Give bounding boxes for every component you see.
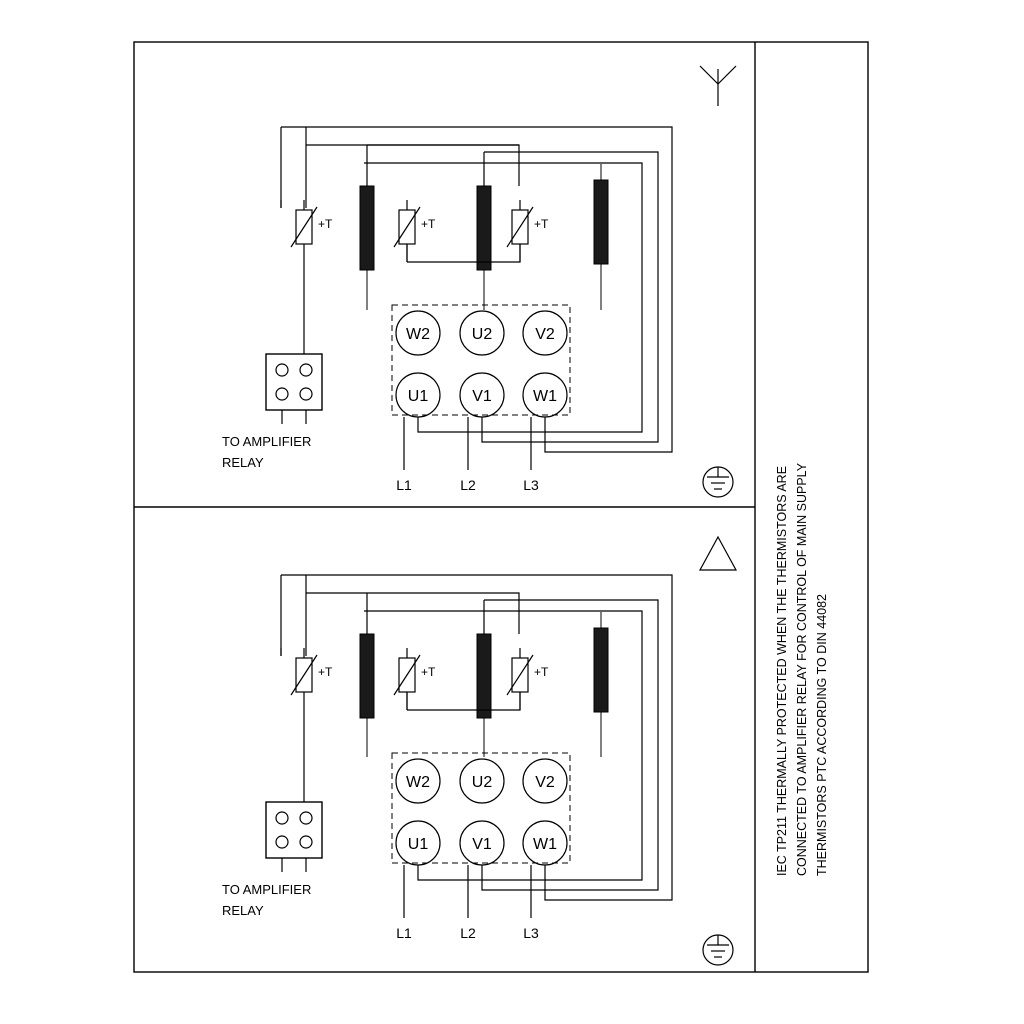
amplifier-label-line1: TO AMPLIFIER [222, 434, 312, 449]
panel-star [222, 66, 736, 497]
wye-star-icon [700, 66, 736, 106]
winding-3 [594, 164, 608, 310]
earth-ground-icon [703, 935, 733, 965]
terminal-w2-label: W2 [406, 774, 430, 791]
thermistor-3-label: +T [534, 665, 549, 679]
terminal-u1-label: U1 [407, 836, 429, 853]
note-line-2: CONNECTED TO AMPLIFIER RELAY FOR CONTROL OF MAIN SUPPLY [795, 462, 809, 876]
note-block [775, 462, 829, 876]
terminal-v1-label: V1 [472, 388, 492, 405]
thermistor-3-label: +T [534, 217, 549, 231]
panel-delta [222, 537, 736, 965]
phase-wires [404, 417, 672, 470]
amplifier-label-line2: RELAY [222, 455, 264, 470]
terminal-v1-label: V1 [472, 836, 492, 853]
note-line-3: THERMISTORS PTC ACCORDING TO DIN 44082 [815, 593, 829, 876]
thermistor-1-label: +T [318, 217, 333, 231]
earth-ground-icon [703, 467, 733, 497]
winding-3 [594, 612, 608, 757]
thermistor-2 [394, 648, 436, 710]
terminals-top [396, 311, 567, 355]
terminal-w1-label: W1 [533, 388, 557, 405]
thermistor-3 [507, 200, 549, 262]
amplifier-connector[interactable] [266, 802, 322, 872]
winding-1 [360, 618, 374, 757]
phase-l2-label: L2 [460, 925, 476, 941]
thermistor-3 [507, 648, 549, 710]
amplifier-connector[interactable] [266, 354, 322, 424]
terminals-top [396, 759, 567, 803]
terminal-u1-label: U1 [407, 388, 429, 405]
phase-l1-label: L1 [396, 477, 412, 493]
phase-l2-label: L2 [460, 477, 476, 493]
terminal-v2-label: V2 [535, 774, 555, 791]
thermistor-1-label: +T [318, 665, 333, 679]
phase-l3-label: L3 [523, 477, 539, 493]
terminals-bottom [396, 373, 567, 417]
terminal-w1-label: W1 [533, 836, 557, 853]
amplifier-label-line1: TO AMPLIFIER [222, 882, 312, 897]
phase-l3-label: L3 [523, 925, 539, 941]
amplifier-label-line2: RELAY [222, 903, 264, 918]
terminal-u2-label: U2 [471, 774, 493, 791]
note-line-1: IEC TP211 THERMALLY PROTECTED WHEN THE THERMISTORS ARE [775, 465, 789, 876]
motor-windings [360, 612, 608, 757]
thermistor-2 [394, 200, 436, 262]
phase-l1-label: L1 [396, 925, 412, 941]
thermistor-2-label: +T [421, 217, 436, 231]
terminal-w2-label: W2 [406, 326, 430, 343]
delta-triangle-icon [700, 537, 736, 570]
winding-2 [477, 618, 491, 757]
thermistor-2-label: +T [421, 665, 436, 679]
winding-2 [477, 170, 491, 310]
winding-1 [360, 170, 374, 310]
terminals-bottom [396, 821, 567, 865]
motor-windings [360, 164, 608, 310]
terminal-v2-label: V2 [535, 326, 555, 343]
terminal-u2-label: U2 [471, 326, 493, 343]
phase-wires [404, 865, 672, 918]
